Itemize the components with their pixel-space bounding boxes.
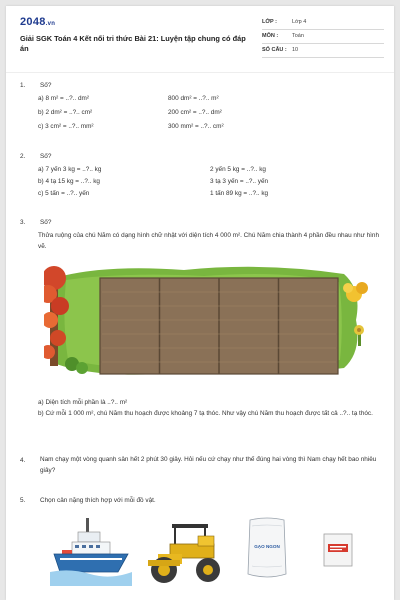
question-number: 1. <box>20 82 26 89</box>
q1-item-c2: 300 mm² = ..?.. cm² <box>168 123 224 130</box>
logo-suffix: .vn <box>45 21 56 27</box>
site-logo[interactable] <box>20 16 55 28</box>
question-title: Số? <box>40 153 52 160</box>
ship-image <box>50 514 132 586</box>
meta-question-count <box>262 44 384 58</box>
q1-item-a2: 800 dm² = ..?.. m² <box>168 95 219 102</box>
q3-part-a: a) Diện tích mỗi phần là ..?.. m² <box>38 399 128 406</box>
small-package-image <box>322 532 354 568</box>
logo-text: 2048 <box>20 16 46 28</box>
meta-label: LỚP : <box>262 19 277 25</box>
meta-subject <box>262 30 384 44</box>
question-number: 2. <box>20 153 26 160</box>
q2-item-c2: 1 tấn 89 kg = ..?.. kg <box>210 190 269 197</box>
q3-part-b: b) Cứ mỗi 1 000 m², chú Năm thu hoạch được khoảng 7 tạ thóc. Như vậy chú Năm thu hoạch được tất cả ..?.. tạ thóc. <box>38 410 373 417</box>
rice-field-illustration <box>44 260 374 380</box>
rice-bag-label: GẠO NGON <box>254 544 280 549</box>
q2-item-b2: 3 tạ 3 yến = ..?.. yến <box>210 178 269 185</box>
meta-label: SỐ CÂU : <box>262 47 287 53</box>
question-number: 5. <box>20 497 26 504</box>
header-divider <box>6 72 394 73</box>
q1-item-c: c) 3 cm² = ..?.. mm² <box>38 123 94 130</box>
question-number: 3. <box>20 219 26 226</box>
meta-label: MÔN : <box>262 33 279 39</box>
q1-item-a: a) 8 m² = ..?.. dm² <box>38 95 89 102</box>
rice-bag-image <box>244 516 290 580</box>
q2-item-a2: 2 yến 5 kg = ..?.. kg <box>210 166 266 173</box>
q4-text: Nam chạy một vòng quanh sân hết 2 phút 30 giây. Hỏi nếu cứ chạy như thế đúng hai vòng thì Nam chạy hết bao nhiêu giây? <box>40 456 377 474</box>
meta-value: 10 <box>292 47 299 53</box>
document-page <box>6 6 394 600</box>
q2-item-a: a) 7 yến 3 kg = ..?.. kg <box>38 166 102 173</box>
q2-item-b: b) 4 tạ 15 kg = ..?.. kg <box>38 178 100 185</box>
q1-item-b: b) 2 dm² = ..?.. cm² <box>38 109 93 116</box>
meta-class <box>262 16 384 30</box>
q3-text: Thửa ruộng của chú Năm có dạng hình chữ nhật với diện tích 4 000 m². Chú Năm chia thành 4 phần đều nhau như hình vẽ. <box>38 232 380 250</box>
question-title: Số? <box>40 219 52 226</box>
q2-item-c: c) 5 tấn = ..?.. yến <box>38 190 90 197</box>
question-title: Số? <box>40 82 52 89</box>
meta-value: Lớp 4 <box>292 19 307 25</box>
road-roller-image <box>138 518 230 584</box>
meta-value: Toán <box>292 33 304 39</box>
question-title: Chọn cân nặng thích hợp với mỗi đồ vật. <box>40 497 156 504</box>
document-title: Giải SGK Toán 4 Kết nối tri thức Bài 21: Luyện tập chung có đáp án <box>20 34 246 53</box>
q1-item-b2: 200 cm² = ..?.. dm² <box>168 109 222 116</box>
question-number: 4. <box>20 457 26 464</box>
